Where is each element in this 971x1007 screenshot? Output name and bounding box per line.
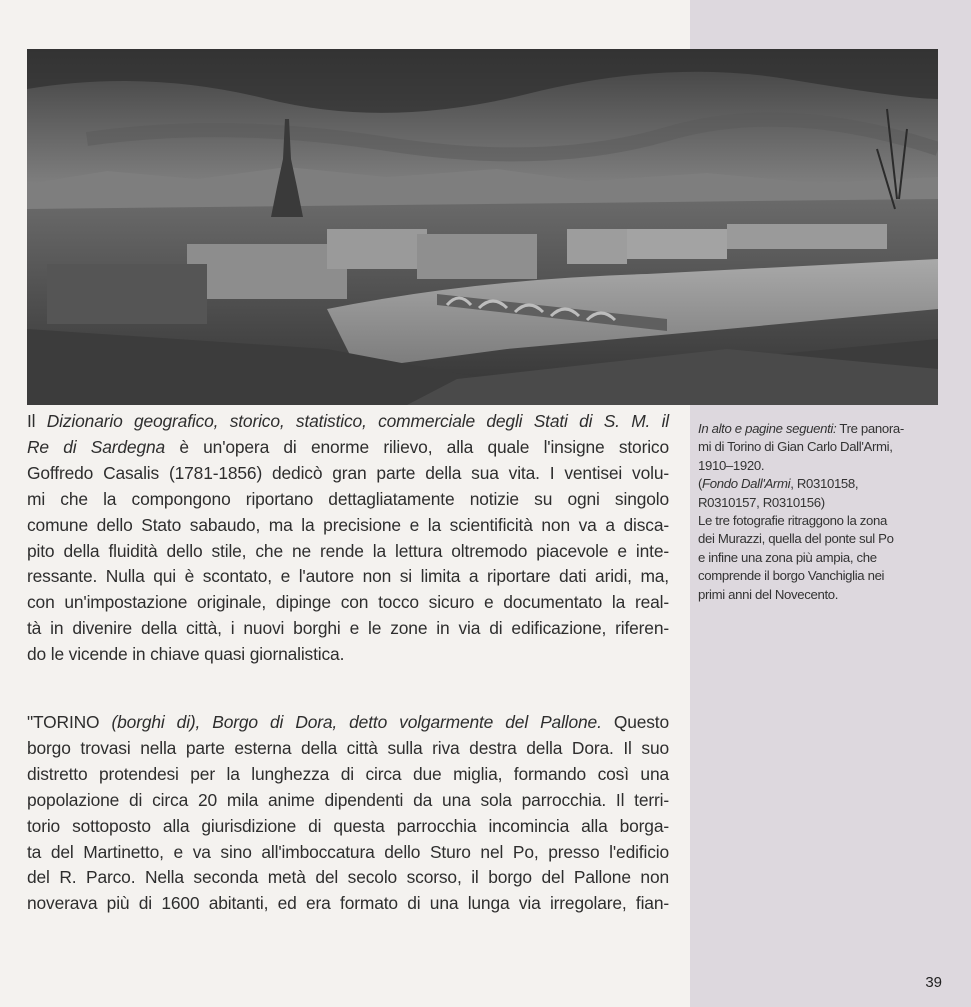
- caption-line: mi di Torino di Gian Carlo Dall'Armi,: [698, 439, 893, 455]
- page-number: 39: [925, 974, 942, 991]
- paragraph-line: Re di Sardegna è un'opera di enorme rilievo, alla quale l'insigne storico: [27, 436, 669, 457]
- caption-line: dei Murazzi, quella del ponte sul Po: [698, 531, 894, 547]
- paragraph-line: pito della fluidità dello stile, che ne rende la lettura oltremodo piacevole e inte-: [27, 540, 669, 561]
- caption-line: In alto e pagine seguenti: Tre panora-: [698, 421, 904, 436]
- paragraph-line: noverava più di 1600 abitanti, ed era formato di una lunga via irregolare, fian-: [27, 893, 669, 914]
- paragraph-line: con un'impostazione originale, dipinge con tocco sicuro e documentato la real-: [27, 592, 669, 613]
- turin-panorama-photo: [27, 49, 938, 405]
- paragraph-line: popolazione di circa 20 mila anime dipendenti da una sola parrocchia. Il terri-: [27, 789, 669, 810]
- quote-paragraph: [27, 710, 669, 917]
- paragraph-line: distretto protendesi per la lunghezza di circa due miglia, formando così una: [27, 763, 669, 784]
- caption-line: R0310157, R0310156): [698, 494, 825, 510]
- paragraph-line: mi che la compongono riportano dettagliatamente notizie su ogni singolo: [27, 488, 669, 509]
- paragraph-line: tà in divenire della città, i nuovi borghi e le zone in via di edificazione, riferen-: [27, 618, 669, 639]
- caption-line: Le tre fotografie ritraggono la zona: [698, 513, 888, 529]
- panorama-photo-icon: [27, 49, 938, 405]
- photo-caption: [698, 420, 960, 604]
- paragraph-line: Il Dizionario geografico, storico, statistico, commerciale degli Stati di S. M. il: [27, 411, 670, 431]
- paragraph-line: borgo trovasi nella parte esterna della città sulla riva destra della Dora. Il suo: [27, 737, 669, 758]
- caption-line: primi anni del Novecento.: [698, 586, 839, 602]
- paragraph-line: del R. Parco. Nella seconda metà del secolo scorso, il borgo del Pallone non: [27, 867, 669, 888]
- paragraph-line: "TORINO (borghi di), Borgo di Dora, detto volgarmente del Pallone. Questo: [27, 712, 669, 732]
- paragraph-line: torio sottoposto alla giurisdizione di questa parrocchia incomincia alla borga-: [27, 815, 669, 836]
- paragraph-line: ta del Martinetto, e va sino all'imboccatura dello Sturo nel Po, presso l'edificio: [27, 841, 669, 862]
- caption-line: e infine una zona più ampia, che: [698, 549, 877, 565]
- caption-line: (Fondo Dall'Armi, R0310158,: [698, 476, 859, 492]
- intro-paragraph: [27, 409, 669, 668]
- paragraph-line: Goffredo Casalis (1781-1856) dedicò gran parte della sua vita. I ventisei volu-: [27, 462, 669, 483]
- caption-line: comprende il borgo Vanchiglia nei: [698, 568, 885, 584]
- paragraph-line: ressante. Nulla qui è scontato, e l'autore non si limita a riportare dati aridi, ma,: [27, 566, 669, 587]
- caption-line: 1910–1920.: [698, 457, 765, 473]
- paragraph-line: comune dello Stato sabaudo, ma la precisione e la scientificità non va a disca-: [27, 514, 669, 535]
- paragraph-line: do le vicende in chiave quasi giornalistica.: [27, 644, 345, 665]
